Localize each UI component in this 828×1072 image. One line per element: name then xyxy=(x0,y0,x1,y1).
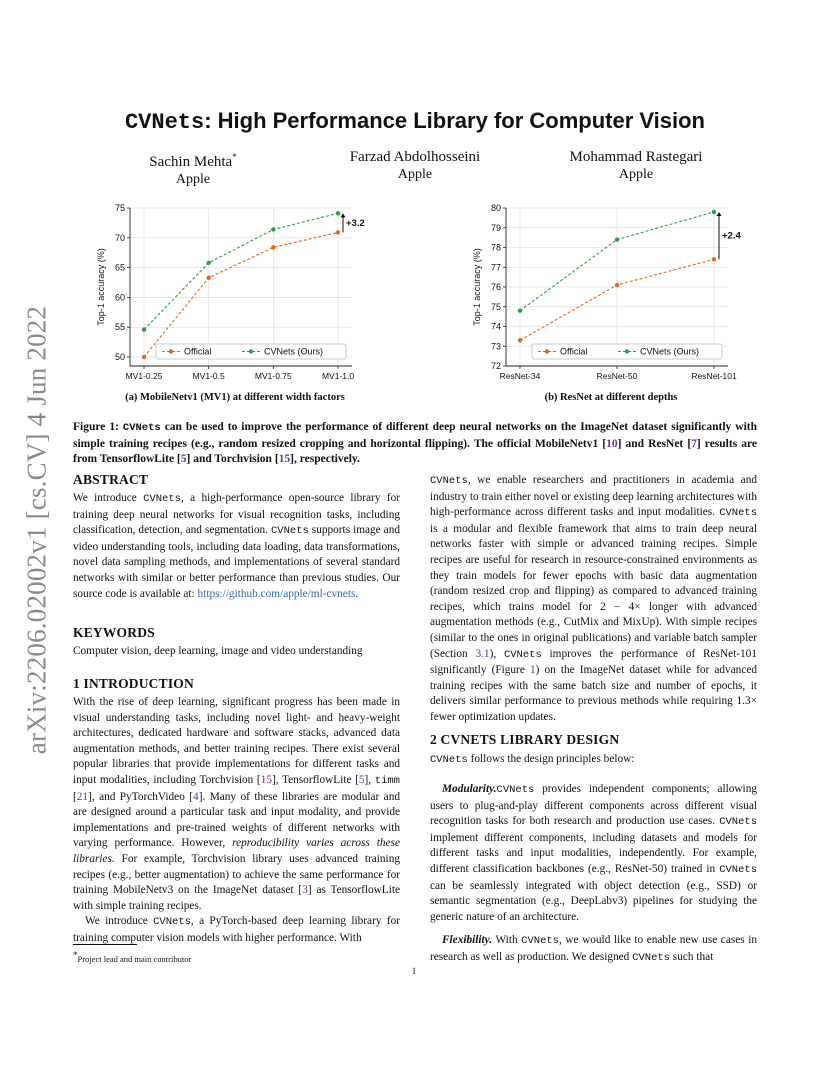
y-tick-label: 80 xyxy=(490,203,501,213)
y-tick-label: 55 xyxy=(114,322,125,333)
github-link[interactable]: https://github.com/apple/ml-cvnets xyxy=(197,587,356,600)
legend-marker xyxy=(545,349,549,353)
body-mono: CVNets xyxy=(496,784,535,796)
citation-link[interactable]: 7 xyxy=(691,437,697,450)
body-mono: CVNets xyxy=(503,648,542,661)
body-mono: CVNets xyxy=(719,507,757,520)
body-text: implement different components, including datasets and models for different tasks and input modalities, independently. For example, different classification backbones (e.g., ResNet-50) trained in xyxy=(430,831,757,875)
x-tick-label: MV1-0.75 xyxy=(254,371,292,381)
body-text: ) on the ImageNet dataset while for advanced training recipes with the same batch size and number of epochs, it delivers similar performance to previous methods while requiring 1.3× fewer optimization updates. xyxy=(430,664,757,723)
subcaption-a: (a) MobileNetv1 (MV1) at different width factors xyxy=(125,392,345,403)
chart-resnet xyxy=(466,198,746,386)
footnote xyxy=(73,950,191,964)
footnote-rule xyxy=(73,944,137,945)
gain-arrow-head xyxy=(341,213,346,217)
intro-text: , a PyTorch-based deep learning library for training computer vision models with higher performance. With xyxy=(73,915,400,944)
arxiv-stamp-text: arXiv:2206.02002v1 [cs.CV] 4 Jun 2022 xyxy=(21,305,52,755)
author-name: Sachin Mehta xyxy=(149,154,233,170)
y-tick-label: 78 xyxy=(490,242,501,253)
legend-marker xyxy=(249,349,253,353)
abstract-heading: ABSTRACT xyxy=(73,472,149,487)
x-tick-label: ResNet-101 xyxy=(691,371,737,381)
y-tick-label: 75 xyxy=(114,203,125,213)
data-point xyxy=(336,230,340,234)
abstract-mono: CVNets xyxy=(271,525,309,538)
right-column-body xyxy=(430,473,757,726)
y-tick-label: 74 xyxy=(490,321,501,332)
series-line-cvnets xyxy=(144,213,338,329)
caption-text: ] results are from TensorflowLite [ xyxy=(73,437,757,465)
y-tick-label: 77 xyxy=(490,262,501,273)
author-mark: * xyxy=(232,152,237,162)
author-name: Mohammad Rastegari xyxy=(569,149,703,165)
footnote-text: Project lead and main contributor xyxy=(77,953,192,964)
intro-text: For example, Torchvision library uses advanced training recipes (e.g., better augmentation) to achieve the same performance for training MobileNetv3 on the ImageNet dataset [ xyxy=(73,852,400,897)
data-point xyxy=(615,283,619,287)
caption-mono: CVNets xyxy=(122,422,161,434)
legend-label: Official xyxy=(560,346,588,357)
body-text: improves the performance of ResNet-101 significantly (Figure xyxy=(430,647,757,677)
y-axis-label: Top-1 accuracy (%) xyxy=(472,248,482,326)
keywords-heading: KEYWORDS xyxy=(73,625,155,640)
y-tick-label: 70 xyxy=(114,232,125,243)
x-tick-label: MV1-0.5 xyxy=(192,371,225,381)
caption-text: can be used to improve the performance of different deep neural networks on the ImageNet dataset significantly with simple training recipes (e.g., random resized cropping and horizontal flipping). The official MobileNetv1 [ xyxy=(73,421,757,450)
body-text: provides independent components; allowing users to plug-and-play different components across different visual recognition tasks for both research and production use cases. xyxy=(430,783,757,828)
data-point xyxy=(206,261,210,265)
figure-link[interactable]: 1 xyxy=(529,664,536,677)
y-tick-label: 75 xyxy=(490,301,501,312)
introduction-heading: 1 INTRODUCTION xyxy=(73,676,194,691)
y-tick-label: 72 xyxy=(490,361,501,371)
title-rest: : High Performance Library for Computer Vision xyxy=(204,108,705,133)
citation-link[interactable]: 15 xyxy=(278,453,291,465)
citation-link[interactable]: 5 xyxy=(358,773,365,786)
abstract-text: . xyxy=(355,587,359,600)
data-point xyxy=(518,309,522,313)
introduction-body xyxy=(73,695,400,947)
y-tick-label: 73 xyxy=(490,341,501,352)
title-mono: CVNets xyxy=(124,110,205,135)
abstract-text: , a high-performance open-source library for training deep neural networks for visual recognition tasks, including classification, detection, and segmentation. xyxy=(73,492,400,537)
abstract-text: supports image and video understanding tools, including data loading, data transformations, novel data sampling methods, and implementations of several standard networks with similar or better performance than previous studies. Our source code is available at: xyxy=(73,524,400,600)
intro-text: ], xyxy=(364,773,375,786)
section-link[interactable]: 3.1 xyxy=(475,647,490,660)
x-tick-label: MV1-1.0 xyxy=(321,371,355,381)
design-intro xyxy=(430,752,757,769)
x-tick-label: MV1-0.25 xyxy=(125,371,163,381)
legend-label: CVNets (Ours) xyxy=(640,346,700,357)
caption-text: ] and Torchvision [ xyxy=(186,453,279,465)
y-axis-label: Top-1 accuracy (%) xyxy=(96,248,106,326)
body-mono: CVNets xyxy=(719,863,757,876)
body-text: , we enable researchers and practitioners in academia and industry to train either novel or existing deep learning architectures with high-performance across different tasks and input modalities. xyxy=(430,474,757,519)
y-tick-label: 65 xyxy=(114,262,125,273)
abstract-body xyxy=(73,491,400,602)
citation-link[interactable]: 4 xyxy=(193,790,199,803)
data-point xyxy=(518,338,522,342)
flexibility-title: Flexibility. xyxy=(442,934,493,946)
citation-link[interactable]: 3 xyxy=(302,884,308,897)
body-text: such that xyxy=(669,950,714,963)
body-text: , we would like to enable new use cases in research as well as production. We designed xyxy=(430,934,757,963)
legend-marker xyxy=(625,349,629,353)
footnote-mark: * xyxy=(73,950,78,960)
body-mono: CVNets xyxy=(430,754,468,766)
legend-label: CVNets (Ours) xyxy=(264,346,324,357)
subcaption-b: (b) ResNet at different depths xyxy=(544,392,678,403)
x-tick-label: ResNet-50 xyxy=(596,371,638,381)
body-text: ), xyxy=(489,647,504,660)
data-point xyxy=(615,237,619,241)
data-point xyxy=(142,355,146,359)
body-mono: CVNets xyxy=(632,951,670,964)
gain-annotation: +3.2 xyxy=(346,217,365,229)
modularity-title: Modularity. xyxy=(442,783,497,795)
author-2 xyxy=(315,148,515,184)
modularity-paragraph xyxy=(430,782,757,925)
citation-link[interactable]: 10 xyxy=(606,437,618,450)
author-name: Farzad Abdolhosseini xyxy=(349,149,481,165)
data-point xyxy=(712,257,716,261)
caption-text: ], respectively. xyxy=(290,453,360,465)
y-tick-label: 76 xyxy=(490,282,501,292)
body-text: is a modular and flexible framework that aims to train deep neural networks faster with simple or advanced training recipes. Simple recipes are useful for research in resource-constrained environments as they train models for fewer epochs with basic data augmentation (random resized crop and flipping) as compared to advanced training recipes, which trains model for 2 − 4× longer with advanced augmentation methods (e.g., CutMix and MixUp). With simple recipes (similar to the ones in original publications) and variable batch sampler (Section xyxy=(430,522,757,660)
abstract-text: We introduce xyxy=(73,492,144,504)
legend-marker xyxy=(169,349,173,353)
data-point xyxy=(336,211,340,215)
data-point xyxy=(142,327,146,331)
chart-mobilenetv1 xyxy=(90,198,370,386)
caption-text: ] and ResNet [ xyxy=(617,437,692,450)
series-line-official xyxy=(144,232,338,357)
y-tick-label: 79 xyxy=(490,222,501,233)
author-3 xyxy=(536,148,736,184)
legend-label: Official xyxy=(184,346,212,357)
citation-link[interactable]: 5 xyxy=(180,453,187,465)
intro-text: ]. Many of these libraries are modular and are designed around a particular task and input modality, and provide implementations and pre-trained weights of different networks with varying performance. However, xyxy=(73,790,400,850)
intro-text: ] as TensorflowLite with simple training recipes. xyxy=(73,884,400,912)
gain-arrow-head xyxy=(717,212,722,216)
y-tick-label: 60 xyxy=(114,292,125,303)
body-text: With xyxy=(492,934,522,946)
data-point xyxy=(206,276,210,280)
citation-link[interactable]: 21 xyxy=(76,790,89,803)
intro-text: [ xyxy=(73,790,77,803)
data-point xyxy=(712,210,716,214)
body-mono: CVNets xyxy=(430,475,468,487)
body-text: can be seamlessly integrated with object detection (e.g., SSD) or semantic segmentation (e.g., DeepLabv3) pipelines for studying the generic nature of an architecture. xyxy=(430,879,757,923)
intro-text: ], TensorflowLite [ xyxy=(271,773,359,786)
data-point xyxy=(271,227,275,231)
gain-annotation: +2.4 xyxy=(722,230,741,242)
section2-heading: 2 CVNETS LIBRARY DESIGN xyxy=(430,732,620,747)
intro-italic: reproducibility varies across these libraries. xyxy=(73,837,400,865)
intro-text: With the rise of deep learning, significant progress has been made in visual understanding tasks, including novel light- and heavy-weight architectures, dedicated hardware and software stacks, advanced data augmentation methods, and better training recipes. There exist several popular libraries that provide implementations for different tasks and input modalities, including Torchvision [ xyxy=(73,696,400,786)
figure-caption xyxy=(73,420,757,468)
citation-link[interactable]: 15 xyxy=(260,773,272,786)
paper-title xyxy=(70,108,760,135)
page-number: 1 xyxy=(411,966,417,976)
data-point xyxy=(271,245,275,249)
intro-text: We introduce xyxy=(85,915,154,928)
intro-mono: CVNets xyxy=(153,916,191,929)
y-tick-label: 50 xyxy=(114,352,125,363)
intro-mono: timm xyxy=(374,774,400,787)
abstract-mono: CVNets xyxy=(143,493,181,505)
author-affiliation: Apple xyxy=(397,167,433,182)
x-tick-label: ResNet-34 xyxy=(499,371,541,381)
figure-label: Figure 1: xyxy=(73,421,123,433)
intro-text: ], and PyTorchVideo [ xyxy=(88,790,194,803)
author-1 xyxy=(93,148,293,189)
body-mono: CVNets xyxy=(521,935,559,947)
author-affiliation: Apple xyxy=(175,172,211,187)
flexibility-paragraph xyxy=(430,933,757,966)
author-affiliation: Apple xyxy=(618,167,654,182)
keywords-body: Computer vision, deep learning, image and video understanding xyxy=(73,645,363,657)
body-text: follows the design principles below: xyxy=(467,753,635,765)
arxiv-stamp xyxy=(22,290,52,770)
body-mono: CVNets xyxy=(719,816,757,829)
